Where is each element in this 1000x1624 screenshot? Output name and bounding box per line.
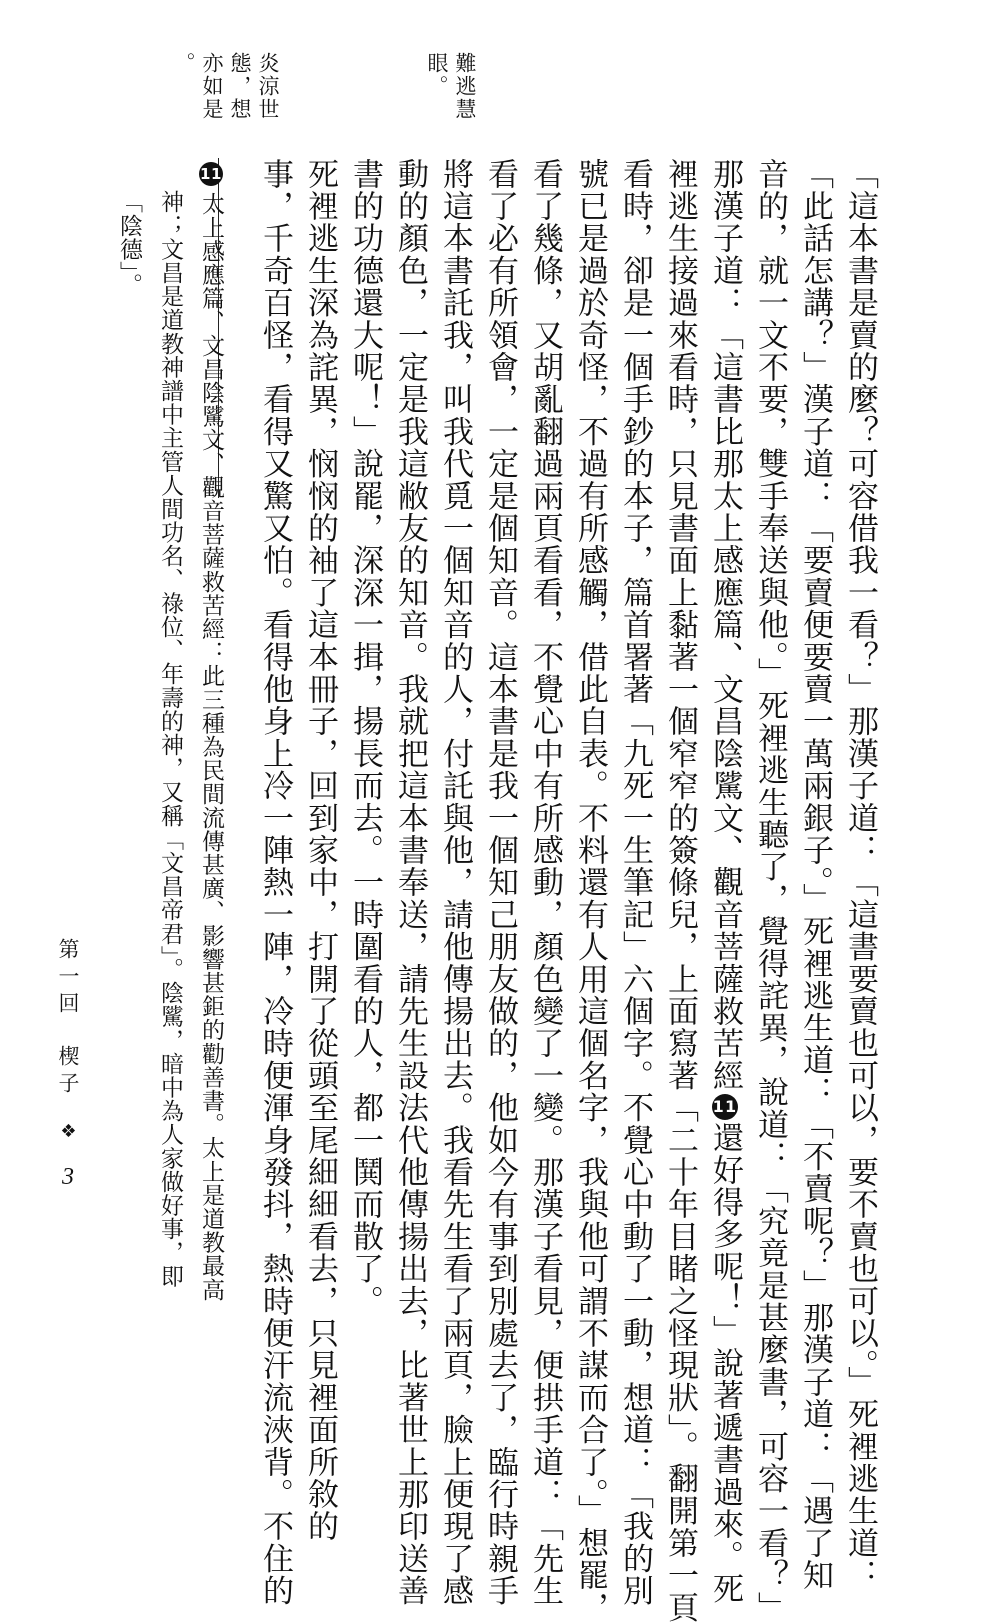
side-note-line: 態，想 — [228, 52, 252, 121]
diamond-ornament-icon: ❖ — [58, 1121, 79, 1142]
footnote-column — [190, 158, 231, 1301]
running-head — [54, 938, 82, 1190]
text-column: 動的顏色，一定是我這敝友的知音。我就把這本書奉送，請先生設法代他傳揚出去，比著世上那印送善 — [392, 158, 428, 1607]
text-column: 看時，卻是一個手鈔的本子，篇首署著「九死一生筆記」六個字。不覺心中動了一動，想道：「我的別 — [617, 158, 653, 1607]
side-note-1 — [423, 52, 479, 121]
text-column: 號已是過於奇怪，不過有所感觸，借此自表。不料還有人用這個名字，我與他可謂不謀而合了。」想罷， — [572, 158, 608, 1624]
text-column: 看了幾條，又胡亂翻過兩頁看看，不覺心中有所感動，顏色變了一變。那漢子看見，便拱手道：「先生 — [527, 158, 563, 1607]
side-note-line: 眼。 — [425, 52, 449, 98]
text-column: 死裡逃生深為詫異，悯悯的袖了這本冊子，回到家中，打開了從頭至尾細細看去，只見裡面所敘的 — [302, 158, 338, 1543]
text-column: 事，千奇百怪，看得又驚又怕。看得他身上冷一陣熱一陣，冷時便渾身發抖，熱時便汗流浹背。不住的 — [257, 158, 293, 1607]
chapter-label: 第一回 — [56, 938, 80, 1019]
text-column: 音的，就一文不要，雙手奉送與他。」死裡逃生聽了，覺得詫異，說道：「究竟是甚麼書，可容一看？」 — [752, 158, 788, 1624]
chapter-title: 楔子 — [56, 1045, 80, 1099]
side-note-line: 難逃慧 — [453, 52, 477, 121]
footnote-column: 神；文昌是道教神譜中主管人間功名、祿位、年壽的神，又稱「文昌帝君」。陰騭，暗中為人家做好事，即 — [157, 190, 183, 1288]
main-body-text — [252, 158, 882, 1624]
side-note-2 — [170, 52, 282, 121]
side-notes — [170, 52, 479, 121]
side-note-line: 。 — [172, 52, 196, 75]
page-number: 3 — [55, 1164, 81, 1190]
text-segment: 那漢子道：「這書比那太上感應篇、文昌陰騭文、觀音菩薩救苦經 — [707, 158, 743, 1092]
footnote-reference-marker[interactable]: 11 — [712, 1094, 738, 1120]
text-column: 將這本書託我，叫我代覓一個知音的人，付託與他，請他傳揚出去。我看先生看了兩頁，臉上便現了感 — [437, 158, 473, 1607]
text-column: 裡逃生接過來看時，只見書面上黏著一個窄窄的簽條兒，上面寫著「二十年目睹之怪現狀」。翻開第一頁 — [662, 158, 698, 1624]
text-column-with-footnote — [702, 158, 747, 1605]
text-column: 書的功德還大呢！」說罷，深深一揖，揚長而去。一時圍看的人，都一鬨而散了。 — [347, 158, 383, 1318]
text-column: 「這本書是賣的麼？可容借我一看？」那漢子道：「這書要賣也可以，要不賣也可以。」死裡逃生道： — [842, 158, 878, 1592]
footnote-text: 太上感應篇、文昌陰騭文、觀音菩薩救苦經：此三種為民間流傳甚廣、影響甚鉅的勸善書。太上是道教最高 — [198, 192, 224, 1302]
text-segment: 還好得多呢！」說著遞書過來。死 — [707, 1121, 743, 1605]
footnote-number-badge: 11 — [199, 162, 223, 186]
side-note-line: 亦如是 — [200, 52, 224, 121]
footnote — [108, 158, 231, 1301]
footnote-column: 「陰德」。 — [116, 190, 142, 297]
text-column: 看了必有所領會，一定是個知音。這本書是我一個知己朋友做的，他如今有事到別處去了，臨行時親手 — [482, 158, 518, 1607]
side-note-line: 炎涼世 — [256, 52, 280, 121]
text-column: 「此話怎講？」漢子道：「要賣便要賣一萬兩銀子。」死裡逃生道：「不賣呢？」那漢子道：「遇了知 — [797, 158, 833, 1592]
